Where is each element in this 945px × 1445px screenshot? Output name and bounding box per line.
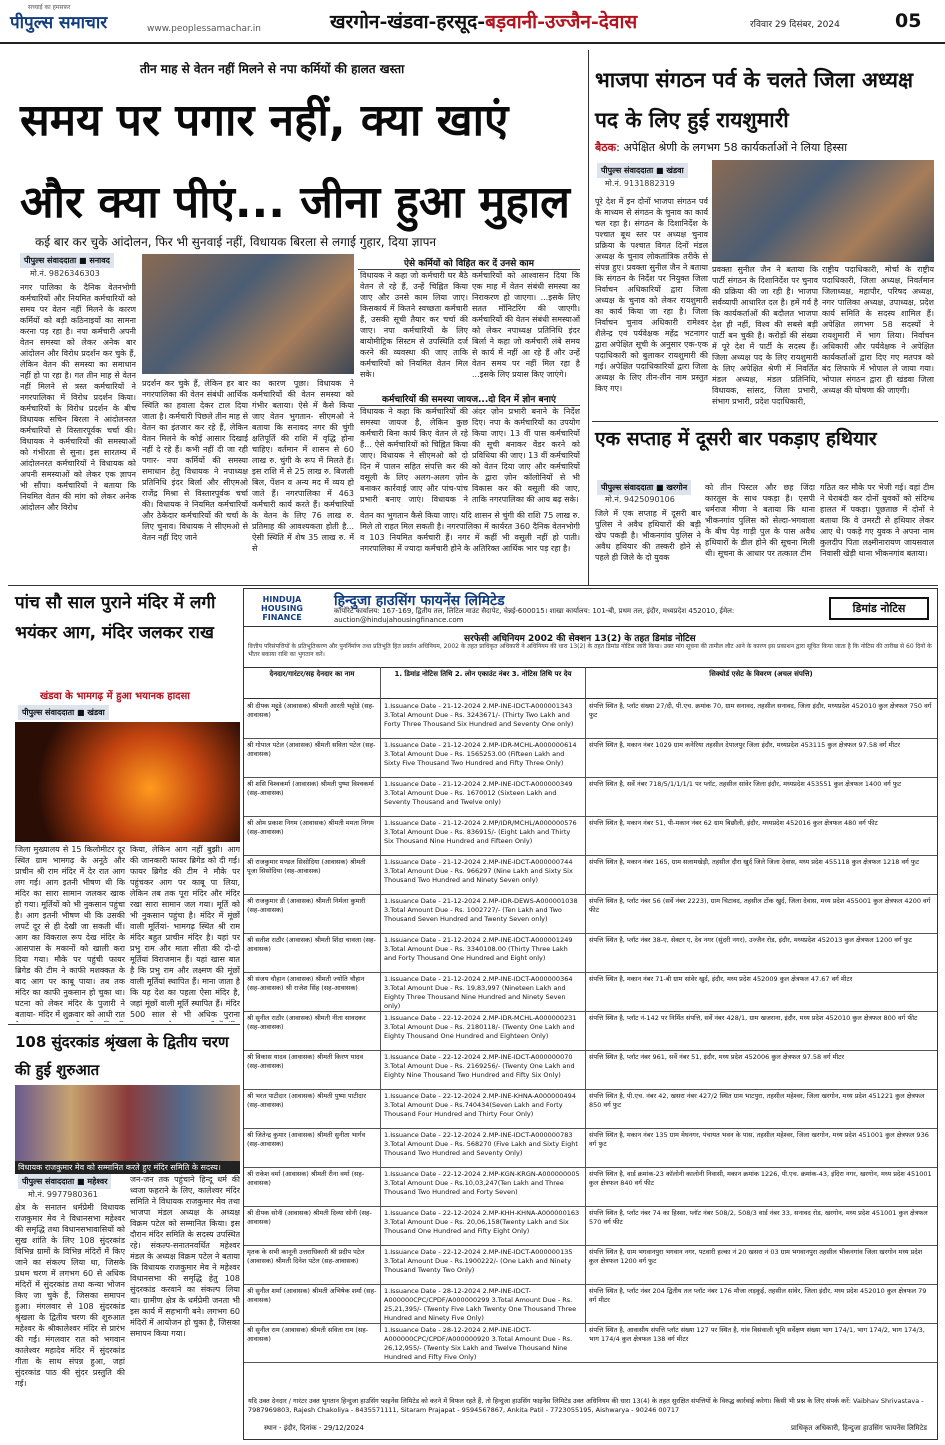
row-notice-details: 1.Issuance Date - 22-12-2024 2.MP-INE-IDCT-A000000070 3.Total Amount Due - Rs. 2169256/- (Twenty One Lakh and Eighty Nine Thousand Two Hundred and Fifty Six Only) (384, 1053, 575, 1079)
row-notice-details: 1.Issuance Date - 21-12-2024 2.MP/IDR/MCHL/A000000576 3.Total Amount Due - Rs. 836915/- (Eight Lakh and Thirty Six Thousand Nine Hundred and Fifteen Only) (384, 819, 577, 845)
lead-mobile: मो.नं. 9826346303 (30, 269, 100, 278)
lead-col-end: वेतन का भुगतान कैसे किया जाए। यदि शासन से चुंगी की राशि 75 लाख रु. मिले तो राहत मिल सकती है। नगरपालिका में कार्यरत 360 दैनिक वेतनभोगी व 103 नियमित कर्मचारी हैं। नगर में कहीं भी वसूली नहीं हो पाती। नगरपालिका में ज्यादा कर्मचारी होने के अतिरिक्त आर्थिक भार पड़ रहा है। (360, 511, 580, 553)
lead-col-3: का कारण पूछा। विधायक ने कर्मचारियों की वेतन समस्या को गंभीर बताया। ऐसे में कैसे किया जाए वेतन भुगतान- सीएमओ ने बताया कि सनावद नगर की चुंगी क्षतिपूर्ति की राशि में वृद्धि होना चाहिए। वर्तमान में शासन से 60 लाख रु. चुंगी के रूप में मिलते हैं। इस राशि में से 25 लाख रु. बिजली बिल, पेंशन व अन्य मद में व्यय हो जाते हैं। नगरपालिका में 463 कर्मचारी कार्य करते हैं। कर्मचारियों के वेतन के लिए 76 लाख रु. प्रतिमाह की आवश्यकता होती है... ऐसी स्थिति में शेष 35 लाख रु. में से (252, 379, 354, 553)
row-borrower-names: श्री सुनील राठौर (आवासक) श्रीमती नीता सावदकर (सह-आवासक) (247, 1014, 366, 1031)
notice-table-row (244, 700, 937, 739)
temple-col-1: जिला मुख्यालय से 15 किलोमीटर दूर स्थित ग्राम भामगढ़ के अनूठे और प्राचीन श्री राम मंदिर में देर रात आग लग गई। आग इतनी भीषण थी कि मंदिर का सारा सामान जलकर खाक हो गया। मूर्तियों को भी नुकसान पहुंचा है। आग इतनी भीषण थी कि उसकी लपटें दूर से ही देखी जा सकती थीं। आग का विकराल रूप देख मंदिर के आसपास के मकानों को खाली करा दिया गया। मौके पर पहुंची फायर ब्रिगेड की टीम ने काफी मशक्कत के बाद आग पर काबू पाया। तब तक मंदिर का काफी नुकसान हो चुका था। घटना को लेकर मंदिर के पुजारी ने बताया- मंदिर में शुक्रवार को आधी रात (15, 845, 125, 1019)
lead-col-1: नगर पालिका के दैनिक वेतनभोगी कर्मचारियों और नियमित कर्मचारियों को समय पर वेतन नहीं मिलने के कारण कर्मियों को बड़ी कठिनाइयों का सामना करना पड़ रहा है। नपा कर्मचारी अपनी वेतन समस्या को लेकर अनेक बार आंदोलन और विरोध प्रदर्शन कर चुके हैं, लेकिन वेतन की समस्या का समाधान नहीं हो पा रहा है। गत तीन माह से वेतन नहीं मिलने से त्रस्त कर्मचारियों ने नगरपालिका में विरोध प्रदर्शन किया। कर्मचारियों के विरोध प्रदर्शन के बीच विधायक सचिन बिरला ने आंदोलनरत कर्मचारियों से विस्तारपूर्वक चर्चा की। विधायक ने कर्मचारियों की समस्याओं को गंभीरता से सुना। इस सारतम्य में आंदोलनरत कर्मचारियों ने विधायक को अपनी समस्याओं को लेकर एक ज्ञापन भी सौंपा। कर्मचारियों ने बताया कि नियमित वेतन की मांग को लेकर अनेक आंदोलन और विरोध (20, 283, 136, 512)
row-borrower-names: श्री राजकुमार डी (आवासक) श्रीमती निर्मला कुमारी (सह-आवासक) (247, 897, 366, 914)
notice-table-row (244, 1168, 937, 1207)
row-notice-details: 1.Issuance Date - 21-12-2024 2.MP-INE-IDCT-A000000364 3.Total Amount Due - Rs. 19,83,997 (Nineteen Lakh and Eighty Three Thousand Nine Hundred and Ninety Seven only) (384, 975, 573, 1010)
row-notice-details: 1.Issuance Date - 28-12-2024 2.MP-INE-IDCT-A000000CPC/CPDF/A000000299 3.Total Amount Due - Rs. 25,21,395/- (Twenty Five Lakh Twenty One Thousand Three Hundred and Ninety Five Only) (384, 1287, 577, 1322)
row-asset-details: संपत्ति स्थित है, प्लॉट नंबर 961, सर्वे नंबर 51, इंदौर, मध्य प्रदेश 452006 कुल क्षेत्रफल 97.58 वर्ग मीटर (589, 1053, 845, 1061)
header-borrower: देनदार/गारंटर/सह देनदार का नाम (269, 670, 355, 678)
notice-table-row (244, 895, 937, 934)
temple-byline: पीपुल्स संवाददाता ■ खंडवा (18, 705, 109, 720)
row-asset-details: संपत्ति स्थित है, सर्वे नंबर 718/5/1/1/1/1 पर प्लॉट, तहसील सांवेर जिला इंदौर, मध्यप्रदेश 453551 कुल क्षेत्रफल 1400 वर्ग फुट (589, 780, 902, 788)
weapon-byline: पीपुल्स संवाददाता ■ खरगोन (597, 480, 691, 495)
row-notice-details: 1.Issuance Date - 22-12-2024 2.MP-INE-IDCT-A000000783 3.Total Amount Due - Rs. 568270 (Five Lakh and Sixty Eight Thousand Two Hundred and Seventy Only) (384, 1131, 578, 1157)
row-notice-details: 1.Issuance Date - 21-12-2024 2.MP-IDR-DEWS-A000001038 3.Total Amount Due - Rs. 1002727/- (Ten Lakh and Two Thousand Seven Hundred and Twenty Seven only) (384, 897, 578, 923)
cities-red: बड़वानी-उज्जैन-देवास (485, 11, 638, 33)
row-asset-details: संपत्ति स्थित है, वार्ड क्रमांक-23 कॉलोनी कालोनी निवासी, मकान क्रमांक 1226, पी.एच. क्रमांक-43, इंदिरा नगर, खरगोन, मध्य प्रदेश 451001 कुल क्षेत्रफल 840 वर्ग फीट (589, 1170, 932, 1187)
lead-box2-col-2: अंदर ज़ोन प्रभारी बनाने के निर्देश दिए। नपा के कर्मचारियों का उपयोग किया जाए। 13 वीं पास कर्मचारियों की सूची बनाकर वेंडर करने को प्रविधिया की जाए। 13 वीं कर्मचारियों को वेतन दिया जाए और कर्मचारियों के द्वारा ज़ोन कॉलोनियों से भी विकास कर की वसूली की जाए, ताकि नगरपालिका की आय बढ़ सके। (472, 407, 580, 504)
notice-footer: यदि उक्त देनदार / गारंटर उक्त भुगतान हिन्दुजा हाउसिंग फाइनेंस लिमिटेड को करने में विफल रहते हैं, तो हिन्दुजा हाउसिंग फाइनेंस लिमिटेड उक्त अधिनियम की धारा 13(4) के तहत सुरक्षित संपत्तियों के विरुद्ध कार्रवाई करेगा। किसी भी प्रश्न के लिए संपर्क करें: Vaibhav Shrivastava - 7987969803, Rajesh Chakoliya - 8435571111, Sitaram Prajapat - 9594567867, Ankita Patil - 7723055195, Aishwarya - 90246 00717 (248, 1397, 924, 1414)
sunderkand-col-2: जन-जन तक पहुंचाने हिन्दू धर्म की ध्वजा फहराने के लिए, कालेश्वर मंदिर समिति ने विधायक राजकुमार मेव तथा भाजपा मंडल अध्यक्ष के अध्यक्ष विक्रम पटेल को सम्मानित किया। इस दौरान मंदिर समिति के सदस्य उपस्थित रहे। संकल्प-सनातनवर्धित महेश्वर मंडल के अध्यक्ष विक्रम पटेल ने बताया कि विधायक राजकुमार मेव ने महेश्वर विधानसभा की समृद्धि हेतु 108 सुंदरकांड करवाने का संकल्प लिया था। ग्रामीण क्षेत्र के धर्मप्रेमी जनता भी इस कार्य में सहभागी बने। लगभग 60 मंदिरों में आयोजन हो चुका है, जिसका समापन किया गया। (130, 1175, 240, 1338)
notice-table-row (244, 778, 937, 817)
notice-table-row (244, 739, 937, 778)
lead-photo (142, 254, 354, 374)
notice-table-row (244, 973, 937, 1012)
row-asset-details: संपत्ति स्थित है, पी.एच. नंबर 42, खसरा नंबर 427/2 स्थित ग्राम भाटपुरा, तहसील महेश्वर, जिला खरगोन, मध्य प्रदेश 451221 कुल क्षेत्रफल 850 वर्ग फुट (589, 1092, 925, 1109)
bjp-sub-text: : अपेक्षित श्रेणी के लगभग 58 कार्यकर्ताओं ने लिया हिस्सा (616, 141, 848, 154)
row-asset-details: संपत्ति स्थित है, मकान नंबर 51, पी-मकान नंबर 62 ग्राम बिछौली, इंदौर, मध्यप्रदेश 452016 कुल क्षेत्रफल 480 वर्ग फीट (589, 819, 878, 827)
row-borrower-names: श्री दीपक मट्टूडे (आवासक) श्रीमती आरती भट्टोडे (सह-आवासक) (247, 702, 375, 719)
row-notice-details: 1.Issuance Date - 22-12-2024 2.MP-IDR-MCHL-A000000231 3.Total Amount Due - Rs. 2180118/- (Twenty One Lakh and Eighty Thousand One Hundred and Eighteen Only) (384, 1014, 577, 1040)
logo-tagline: सच्चाई का हमसफ़र (28, 4, 71, 11)
header-notice: 1. डिमांड नोटिस तिथि 2. लोन एकाउंट नंबर 3. नोटिस तिथि पर देय (394, 670, 572, 678)
row-borrower-names: श्री सुनील शर्मा (आवासक) श्रीमती अभिषेक शर्मा (सह-आवासक) (247, 1287, 377, 1304)
row-borrower-names: श्री भरत पाटीदार (आवासक) श्रीमती पुष्पा पाटीदार (सह-आवासक) (247, 1092, 366, 1109)
row-asset-details: संपत्ति स्थित है, प्लॉट नंबर 38-ए, सेक्टर ए, देव नगर (सुंदरी नगर), उज्जैन रोड, इंदौर, मध्यप्रदेश 452013 कुल क्षेत्रफल 1200 वर्ग फुट (589, 936, 912, 944)
lead-box1-col-2: कर्मचारियों को आश्वासन दिया कि एक माह में वेतन संबंधी समस्या का निराकरण हो जाएगा। ...इसके लिए सतत मॉनिटरिंग की जाएगी। कर्मचारियों की वेतन संबंधी समस्याओं को लेकर नपाध्यक्ष प्रतिनिधि इंदर बिर्ला ने कहा जो कर्मचारी लंबे समय से कार्य में नहीं आ रहे हैं और उन्हें वेतन समय पर नहीं मिल रहा है ...इसके लिए प्रयास किए जाएंगे। (472, 271, 580, 379)
weapon-col-1: जिले में एक सप्ताह में दूसरी बार पुलिस ने अवैध हथियारों की बड़ी खेप पकड़ी है। भीकनगांव पुलिस ने अवैध हथियार की तस्करी होने से पहले ही जिले के दो युवक (595, 509, 701, 562)
row-borrower-names: श्री ओम प्रकाश निगम (आवासक) श्रीमती ममता निगम (सह-आवासक) (247, 819, 374, 836)
story-divider-2 (8, 1024, 240, 1025)
weapon-col-2: को तीन पिस्टल और छह जिंदा कारतूस के साथ पकड़ा है। एसपी धर्मराज मीणा ने बताया कि थाना भीकनगांव पुलिस को सेल्दा-भगवाला के बीच पेड़ गाड़ी पुल के पास अवैध हथियारों के डील होने की सूचना मिली थी। सूचना के आधार पर तत्काल टीम (705, 483, 815, 558)
website-url: www.peoplessamachar.in (147, 24, 261, 34)
row-asset-details: संपत्ति स्थित है, मकान नंबर 165, ग्राम सलामखेड़ी, तहसील दौरा खुर्द जिले जिला देवास, मध्य प्रदेश 455118 कुल क्षेत्रफल 1218 वर्ग फुट (589, 858, 920, 866)
temple-fire-photo (15, 722, 240, 842)
row-notice-details: 1.Issuance Date - 28-12-2024 2.MP-INE-IDCT-A000000CPC/CPDF/A000000920 3.Total Amount Due - Rs. 26,12,955/- (Twenty Six Lakh and Twelve Thousand Nine Hundred and Fifty Five Only) (384, 1326, 573, 1361)
lead-box1-col-1: विधायक ने कहा जो कर्मचारी घर बैठे वेतन ले रहे हैं, उन्हें चिह्नित किया जाए और उनसे काम लिया जाए। किसकार्य में कितने स्वच्छता कर्मचारी हैं, उसकी सूची तैयार कर चर्चा की जाए। नपा कर्मचारियों के लिए बायोमीट्रिक सिस्टम से उपस्थिति दर्ज करने की व्यवस्था की जाए ताकि कर्मचारियों को नियमित वेतन मिल सके। (360, 271, 468, 379)
row-notice-details: 1.Issuance Date - 21-12-2024 2.MP-INE-IDCT-A000001343 3.Total Amount Due - Rs. 3243671/- (Thirty Two Lakh and Forty Three Thousand Six Hundred and Seventy One only) (384, 702, 574, 728)
bjp-subhead (595, 140, 847, 155)
temple-col-2: किया, लेकिन आग नहीं बुझी। आग की जानकारी फायर ब्रिगेड को दी गई। फायर ब्रिगेड की टीम ने मौके पर पहुंचकर आग पर काबू पा लिया, लेकिन तब तक पूरा मंदिर और मंदिर रखा सारा सामान जल गया। मूर्ति को भी नुकसान पहुंचा है। मंदिर में मूंछों वाली मूर्तियां- भामगढ़ स्थित श्री राम मंदिर बहुत प्राचीन मंदिर है। यहां पर प्रभु राम और माता सीता की दो-दो मूर्तियां विराजमान हैं। यहां खास बात है कि प्रभु राम और लक्ष्मण की मूंछों वाली मूर्तियां स्थापित हैं। माना जाता है कि यह देश का पहला ऐसा मंदिर है, जहां मूंछों वाली मूर्ति स्थापित हैं। मंदिर 500 साल से भी अधिक पुराना (130, 845, 240, 1019)
lead-box2-col-1: विधायक ने कहा कि कर्मचारियों की समस्या जायज है, लेकिन कुछ कर्मचारी बिना कार्य किए वेतन ले रहे हैं... ऐसे कर्मचारियों को चिह्नित किया जाए। विधायक ने सीएमओ को दो दिन में पालन सहित संपत्ति कर की वसूली के लिए अलग-अलग ज़ोन बनाकर कार्रवाई जाए और पांच-पांच प्रभारी बनाए जाएं। विधायक ने (360, 407, 468, 504)
bjp-col-3: राष्ट्रीय पदाधिकारी, मोर्चा के राष्ट्रीय पदाधिकारी, जिला अध्यक्ष, निवर्तमान जिलाध्यक्ष, महापौर, परिषद अध्यक्ष, नगर पालिका अध्यक्ष, उपाध्यक्ष, प्रदेश कार्य समिति के सदस्य शामिल हैं। अपेक्षित लगभग 58 सदस्यों ने रायशुमारी में भाग लिया। निर्वाचन अधिकारी और पर्यवेक्षक ने अपेक्षित कार्यकर्ताओं द्वारा दिए गए मतपत्र को बंद लिफाफे में भोपाल ले जाया गया। भोपाल संगठन द्वारा ही खंडवा जिला अध्यक्ष की घोषणा की जाएगी। (822, 265, 934, 395)
bjp-headline: भाजपा संगठन पर्व के चलते जिला अध्यक्ष पद के लिए हुई रायशुमारी (595, 68, 914, 132)
row-notice-details: 1.Issuance Date - 22-12-2024 2.MP-INE-IDCT-A000000135 3.Total Amount Due - Rs.1900222/- (One Lakh and Ninety Thousand Twenty Two Only) (384, 1248, 573, 1274)
row-asset-details: संपत्ति स्थित है, प्लॉट नं-142 पर निर्मित संपत्ति, सर्वे नंबर 428/1, ग्राम खजराना, इंदौर, मध्य प्रदेश 452010 कुल क्षेत्रफल 800 वर्ग फीट (589, 1014, 918, 1022)
issue-date: रविवार 29 दिसंबर, 2024 (750, 20, 840, 30)
lead-col-2: प्रदर्शन कर चुके हैं, लेकिन हर बार नगरपालिका की वेतन संबंधी आर्थिक स्थिति का हवाला देकर टाल दिया जाता है। कर्मचारी पिछले तीन माह से वेतन का इंतजार कर रहे हैं, लेकिन वेतन मिलने के कोई आसार दिखाई नहीं दे रहे हैं। कभी नहीं दी जा रही पगार- नपा कर्मियों की समस्या समाधान हेतु विधायक ने नपाध्यक्ष प्रतिनिधि इंदर बिर्ला और सीएमओ राजेंद्र मिश्रा से विस्तारपूर्वक चर्चा की। विधायक ने नियमित कर्मचारियों और ठेकेदार कर्मचारियों की चर्चा के लिए चुनाव। विधायक ने सीएमओ से वेतन नहीं दिए जाने (142, 379, 248, 542)
lead-byline: पीपुल्स संवाददाता ■ सनावद (20, 253, 114, 268)
row-borrower-names: श्री विकास यादव (आवासक) श्रीमती किरण यादव (सह-आवासक) (247, 1053, 364, 1070)
row-divider (8, 585, 938, 586)
notice-table-row (244, 856, 937, 895)
notice-table-row (244, 934, 937, 973)
hinduja-demand-notice (243, 588, 938, 1440)
notice-table-row (244, 1051, 937, 1090)
sunderkand-byline: पीपुल्स संवाददाता ■ महेश्वर (18, 1174, 111, 1189)
temple-headline: पांच सौ साल पुराने मंदिर में लगी भयंकर आग, मंदिर जलकर राख (15, 593, 216, 643)
lead-box2-title: कर्मचारियों की समस्या जायज...दो दिन में ज्ञोन बनाएं (358, 392, 580, 406)
notice-table-header (244, 667, 937, 699)
row-asset-details: संपत्ति स्थित है, प्लॉट नंबर 204 द्वितीय तल प्लॉट नंबर 176 मौजा लड़कुई, तहसील सांवेर, जिला इंदौर, मध्य प्रदेश 452010 कुल क्षेत्रफल 79 वर्ग मीटर (589, 1287, 927, 1304)
notice-table-row (244, 1129, 937, 1168)
header-asset: सिक्योर्ड एसेट के विवरण (अचल संपत्ति) (709, 670, 813, 678)
notice-table-row (244, 1246, 937, 1285)
edition-cities (330, 8, 637, 34)
row-asset-details: संपत्ति स्थित है, ग्राम भगवानपुरा भगवान नगर, पटवारी हल्का नं 20 खसरा नं 03 ग्राम भगवानपुरा तहसील भीकनगांव जिला खरगोन मध्य प्रदेश कुल क्षेत्रफल 1200 वर्ग फुट (589, 1248, 923, 1265)
temple-subhead: खंडवा के भामगढ़ में हुआ भयानक हादसा (40, 691, 190, 702)
row-borrower-names: श्री शसि विश्वकर्मा (आवासक) श्रीमती पुष्पा विश्वकर्मा (सह-आवासक) (247, 780, 374, 797)
page-number: 05 (895, 10, 922, 32)
row-borrower-names: श्री सुनील राम (आवासक) श्रीमती सविता राम (सह-आवासक) (247, 1326, 369, 1343)
bjp-col-1: पूरे देश में इन दोनों भाजपा संगठन पर्व के माध्यम से संगठन के चुनाव का कार्य चल रहा है। संगठन के दिशानिर्देश के पश्चात बूथ स्तर पर अध्यक्ष चुनाव प्रक्रिया के पश्चात विगत दिनों मंडल अध्यक्ष के चुनाव लोकतांत्रिक तरीके से संपन्न हुए। प्रवक्ता सुनील जैन ने बताया कि संगठन के निर्देश पर नियुक्त जिला निर्वाचन अधिकारियों द्वारा जिला अध्यक्ष के चुनाव को लेकर रायशुमारी का कार्य किया जा रहा है। जिला निर्वाचन चुनाव अधिकारी रामेश्वर शैलेन्द्र एवं पर्यवेक्षक महेंद्र भटनागर द्वारा अपेक्षित सूची के अनुसार एक-एक पदाधिकारी को बुलाकर रायशुमारी की गई। अपेक्षित पदाधिकारियों द्वारा जिला अध्यक्ष के लिए तीन-तीन नाम प्रस्तुत किए गए। (595, 197, 708, 393)
column-divider (588, 50, 589, 585)
notice-place-date: स्थान - इंदौर, दिनांक - 29/12/2024 (264, 1424, 364, 1432)
ad-header (244, 589, 937, 627)
notice-table-row (244, 1207, 937, 1246)
row-borrower-names: श्री राजकुमार मण्डल सिसोदिया (आवासक) श्रीमती पूजा सिसोदिया (सह-आवासक) (247, 858, 366, 875)
row-notice-details: 1.Issuance Date - 22-12-2024 2.MP-KGN-KRGN-A000000005 3.Total Amount Due - Rs.10,03,247(Ten Lakh and Three Thousand Two Hundred and Forty Seven) (384, 1170, 580, 1196)
row-asset-details: संपत्ति स्थित है, आवासीय संपत्ति प्लॉट संख्या 127 पर स्थित है, गांव विसंवाली भूमि सर्वेक्षण संख्या भाग 174/1, भाग 174/2, भाग 174/3, भाग 174/4 कुल क्षेत्रफल 138 वर्ग मीटर (589, 1326, 925, 1343)
newspaper-logo: पीपुल्स समाचार (10, 13, 108, 33)
row-notice-details: 1.Issuance Date - 22-12-2024 2.MP-INE-KHNA-A000000494 3.Total Amount Due - Rs.740434(Seven Lakh and Forty Thousand Four Hundred and Thirty Four Only) (384, 1092, 576, 1118)
story-divider (592, 421, 938, 422)
row-asset-details: संपत्ति स्थित है, मकान नंबर 1029 ग्राम कनेरिया तहसील देपालपुर जिला इंदौर, मध्यप्रदेश 453115 कुल क्षेत्रफल 97.58 वर्ग मीटर (589, 741, 901, 749)
sunderkand-col-1: क्षेत्र के सनातन धर्मप्रेमी विधायक राजकुमार मेव ने विधानसभा महेश्वर की समृद्धि तथा विधानसभावासियों को सुख शांति के लिए 108 सुंदरकांड विभिन्न ग्रामों के विभिन्न मंदिरों में किए जाने का संकल्प लिया था, जिसके प्रथम चरण में लगभग 60 से अधिक मंदिरों में सुंदरकांड तथा कन्या भोजन किए जा चुके हैं, जिसका समापन हुआ। मंगलवार से 108 सुंदरकांड श्रृंखला के द्वितीय चरण की शुरुआत महेश्वर के श्रीकालेश्वर मंदिर से प्रारंभ की गई। मंगलवार रात को भगवान कालेश्वर महादेव मंदिर में सुंदरकांड गीता के साथ संपन्न हुआ, जहां सुंदरकांड पाठ की सुंदर प्रस्तुति की गई। (15, 1203, 125, 1388)
weapon-mobile: मो.नं. 9425090106 (605, 495, 675, 504)
masthead (0, 0, 945, 44)
row-notice-details: 1.Issuance Date - 22-12-2024 2.MP-KHH-KHNA-A000000163 3.Total Amount Due - Rs. 20,06,158(Twenty Lakh and Six Thousand One Hundred and Fifty Eight Only) (384, 1209, 580, 1235)
row-asset-details: संपत्ति स्थित है, मकान नंबर 71-बी ग्राम सांवेर खुर्द, इंदौर, मध्य प्रदेश 452009 कुल क्षेत्रफल 47.67 वर्ग मीटर (589, 975, 853, 983)
lead-subhead: कई बार कर चुके आंदोलन, फिर भी सुनवाई नहीं, विधायक बिरला से लगाई गुहार, दिया ज्ञापन (35, 235, 437, 249)
bjp-byline: पीपुल्स संवाददाता ■ खंडवा (597, 163, 688, 178)
lead-kicker: तीन माह से वेतन नहीं मिलने से नपा कर्मियों की हालत खस्ता (140, 62, 405, 76)
bjp-sub-label: बैठक (595, 141, 617, 154)
lead-headline: समय पर पगार नहीं, क्या खाएं और क्या पीएं... जीना हुआ मुहाल (20, 95, 571, 228)
row-notice-details: 1.Issuance Date - 21-12-2024 2.MP-INE-IDCT-A000000744 3.Total Amount Due - Rs. 966297 (Nine Lakh and Sixty Six Thousand Two Hundred and Ninety Seven only) (384, 858, 573, 884)
row-notice-details: 1.Issuance Date - 21-12-2024 2.MP-INE-IDCT-A000000349 3.Total Amount Due - Rs. 1670012 (Sixteen Lakh and Seventy Thousand and Twelve only) (384, 780, 573, 806)
lead-box1-title: ऐसे कर्मियों को विहित कर दें उनसे काम (358, 256, 580, 270)
weapon-headline: एक सप्ताह में दूसरी बार पकड़ाए हथियार (595, 428, 877, 450)
bjp-photo (712, 160, 934, 262)
row-borrower-names: श्री दीपक सोनी (आवासक) श्रीमती दिव्या सोनी (सह-आवासक) (247, 1209, 372, 1226)
notice-intro: वित्तीय परिसंपत्तियों के प्रतिभूतिकरण और पुनर्निर्माण तथा प्रतिभूति हित प्रवर्तन अधिनियम, 2002 के तहत प्राधिकृत अधिकारी ने अधिनियम की धारा 13(2) के तहत डिमांड नोटिस जारी किया। उक्त मांग सूचना की तामील लौट आने के कारण इस प्रकाशन द्वारा सूचित किया जाता है कि नोटिस की तारीख से 60 दिनों के भीतर बकाया राशि का भुगतान करें। (248, 643, 932, 658)
bjp-mobile: मो.नं. 9131882319 (605, 179, 675, 188)
bjp-col-2: प्रवक्ता सुनील जैन ने बताया कि पार्टी संगठन के दिशानिर्देश पर चुनाव की प्रक्रिया की जा रही है। भाजपा सर्वव्यापी आधारित दल है। हमें गर्व है कि कार्यकर्ताओं की बदौलत भाजपा देश ही नहीं, विश्व की सबसे बड़ी पार्टी बन चुकी है। करोड़ों की संख्या में पूरे देश में पार्टी के सदस्य हैं। जिला अध्यक्ष पद के लिए रायशुमारी के लिए अपेक्षित श्रेणी में निवर्तित मंडल अध्यक्ष, मंडल प्रतिनिधि, विधायक, सांसद, जिला प्रभारी, संभाग प्रभारी, प्रदेश पदाधिकारी, (712, 265, 818, 406)
row-asset-details: संपत्ति स्थित है, प्लॉट संख्या 27/दी, पी.एच. क्रमांक 70, ग्राम सनावद, तहसील सनावद, जिला इंदौर, मध्यप्रदेश 452010 कुल क्षेत्रफल 750 वर्ग फुट (589, 702, 932, 719)
row-notice-details: 1.Issuance Date - 21-12-2024 2.MP-IDR-MCHL-A000000614 3.Total Amount Due - Rs. 1565253.00 (Fifteen Lakh and Sixty Five Thousand Two Hundred and Fifty Three Only) (384, 741, 577, 767)
company-address: कॉर्पोरेट कार्यालय: 167-169, द्वितीय तल, लिटिल माउंट सैदापेट, चेन्नई-600015। शाखा कार्यालय: 101-बी, प्रथम तल, इंदौर, मध्यप्रदेश 452010, ईमेल: auction@hindujahousingfinance.com (334, 607, 735, 624)
row-asset-details: संपत्ति स्थित है, प्लॉट नंबर 74 का हिस्सा, प्लॉट नंबर 508/2, 508/3 वार्ड नंबर 33, सनावद रोड, खरगोन, मध्य प्रदेश 451001 कुल क्षेत्रफल 570 वर्ग फीट (589, 1209, 928, 1226)
demand-notice-label: डिमांड नोटिस (829, 597, 929, 620)
sunderkand-caption: विधायक राजकुमार मेव को सम्मानित करते हुए मंदिर समिति के सदस्य। (15, 1161, 240, 1174)
row-borrower-names: श्री सतीश राठौर (आवासक) श्रीमती शिंदा चावला (सह-आवासक) (247, 936, 376, 953)
weapon-col-3: गठित कर मौके पर भेजी गई। वहां टीम ने घेराबंदी कर दोनों युवकों को संदिग्ध हालत में पकड़ा। पूछताछ में दोनों ने बताया कि वे उमरटी से हथियार लेकर आए थे। पकड़े गए युवक ने अपना नाम कुलदीप पिता लक्ष्मीनारायण जायसवाल निवासी खेड़ी थाना भीकनगांव बताया। (820, 483, 934, 558)
row-asset-details: संपत्ति स्थित है, मकान नंबर 135 ग्राम मेघनगर, पंचायत भवन के पास, तहसील महेश्वर, जिला खरगोन, मध्य प्रदेश 451001 कुल क्षेत्रफल 936 वर्ग फुट (589, 1131, 929, 1148)
notice-title: सरफेसी अधिनियम 2002 की सेक्शन 13(2) के तहत डिमांड नोटिस (464, 634, 696, 644)
row-borrower-names: श्री गोपाल पटेल (आवासक) श्रीमती सविता पटेल (सह-आवासक) (247, 741, 376, 758)
notice-table-row (244, 1324, 937, 1363)
notice-table-row (244, 1090, 937, 1129)
row-borrower-names: श्री संजय चौहान (आवासक) श्रीमती ज्योति चौहान (सह-आवासक) श्री राजेश सिंह (सह-आवासक) (247, 975, 365, 992)
company-name: हिन्दुजा हाउसिंग फायनेंस लिमिटेड (334, 593, 505, 609)
notice-signature: प्राधिकृत अधिकारी, हिन्दुजा हाउसिंग फायनेंस लिमिटेड (791, 1424, 927, 1432)
sunderkand-photo (15, 1085, 240, 1161)
notice-table-row (244, 1285, 937, 1324)
cities-black: खरगोन-खंडवा-हरसूद- (330, 11, 486, 33)
row-borrower-names: श्री राकेश वर्मा (आवासक) श्रीमती रीना वर्मा (सह-आवासक) (247, 1170, 365, 1187)
hinduja-logo: HINDUJA HOUSING FINANCE (261, 595, 303, 622)
row-borrower-names: श्री जितेन्द्र कुमार (आवासक) श्रीमती सुनीता भार्गव (सह-आवासक) (247, 1131, 366, 1148)
sunderkand-mobile: मो.नं. 9977980361 (28, 1190, 98, 1199)
notice-table-row (244, 1012, 937, 1051)
row-asset-details: संपत्ति स्थित है, प्लॉट नंबर 56 (सर्वे नंबर 2223), ग्राम चिटावद, तहसील टोंक खुर्द, जिला देवास, मध्य प्रदेश 455001 कुल क्षेत्रफल 4200 वर्ग फीट (589, 897, 931, 914)
sunderkand-headline: 108 सुंदरकांड श्रृंखला के द्वितीय चरण की हुई शुरुआत (15, 1033, 229, 1079)
row-borrower-names: मृतक के सभी कानूनी उत्तराधिकारी श्री प्रदीप पटेल (आवासक) श्रीमती दिनेश पटेल (सह-आवासक) (247, 1248, 365, 1265)
row-notice-details: 1.Issuance Date - 21-12-2024 2.MP-INE-IDCT-A000001249 3.Total Amount Due - Rs. 3340108.00 (Thirty Three Lakh and Forty Thousand One Hundred and Eight only) (384, 936, 573, 962)
notice-table-row (244, 817, 937, 856)
